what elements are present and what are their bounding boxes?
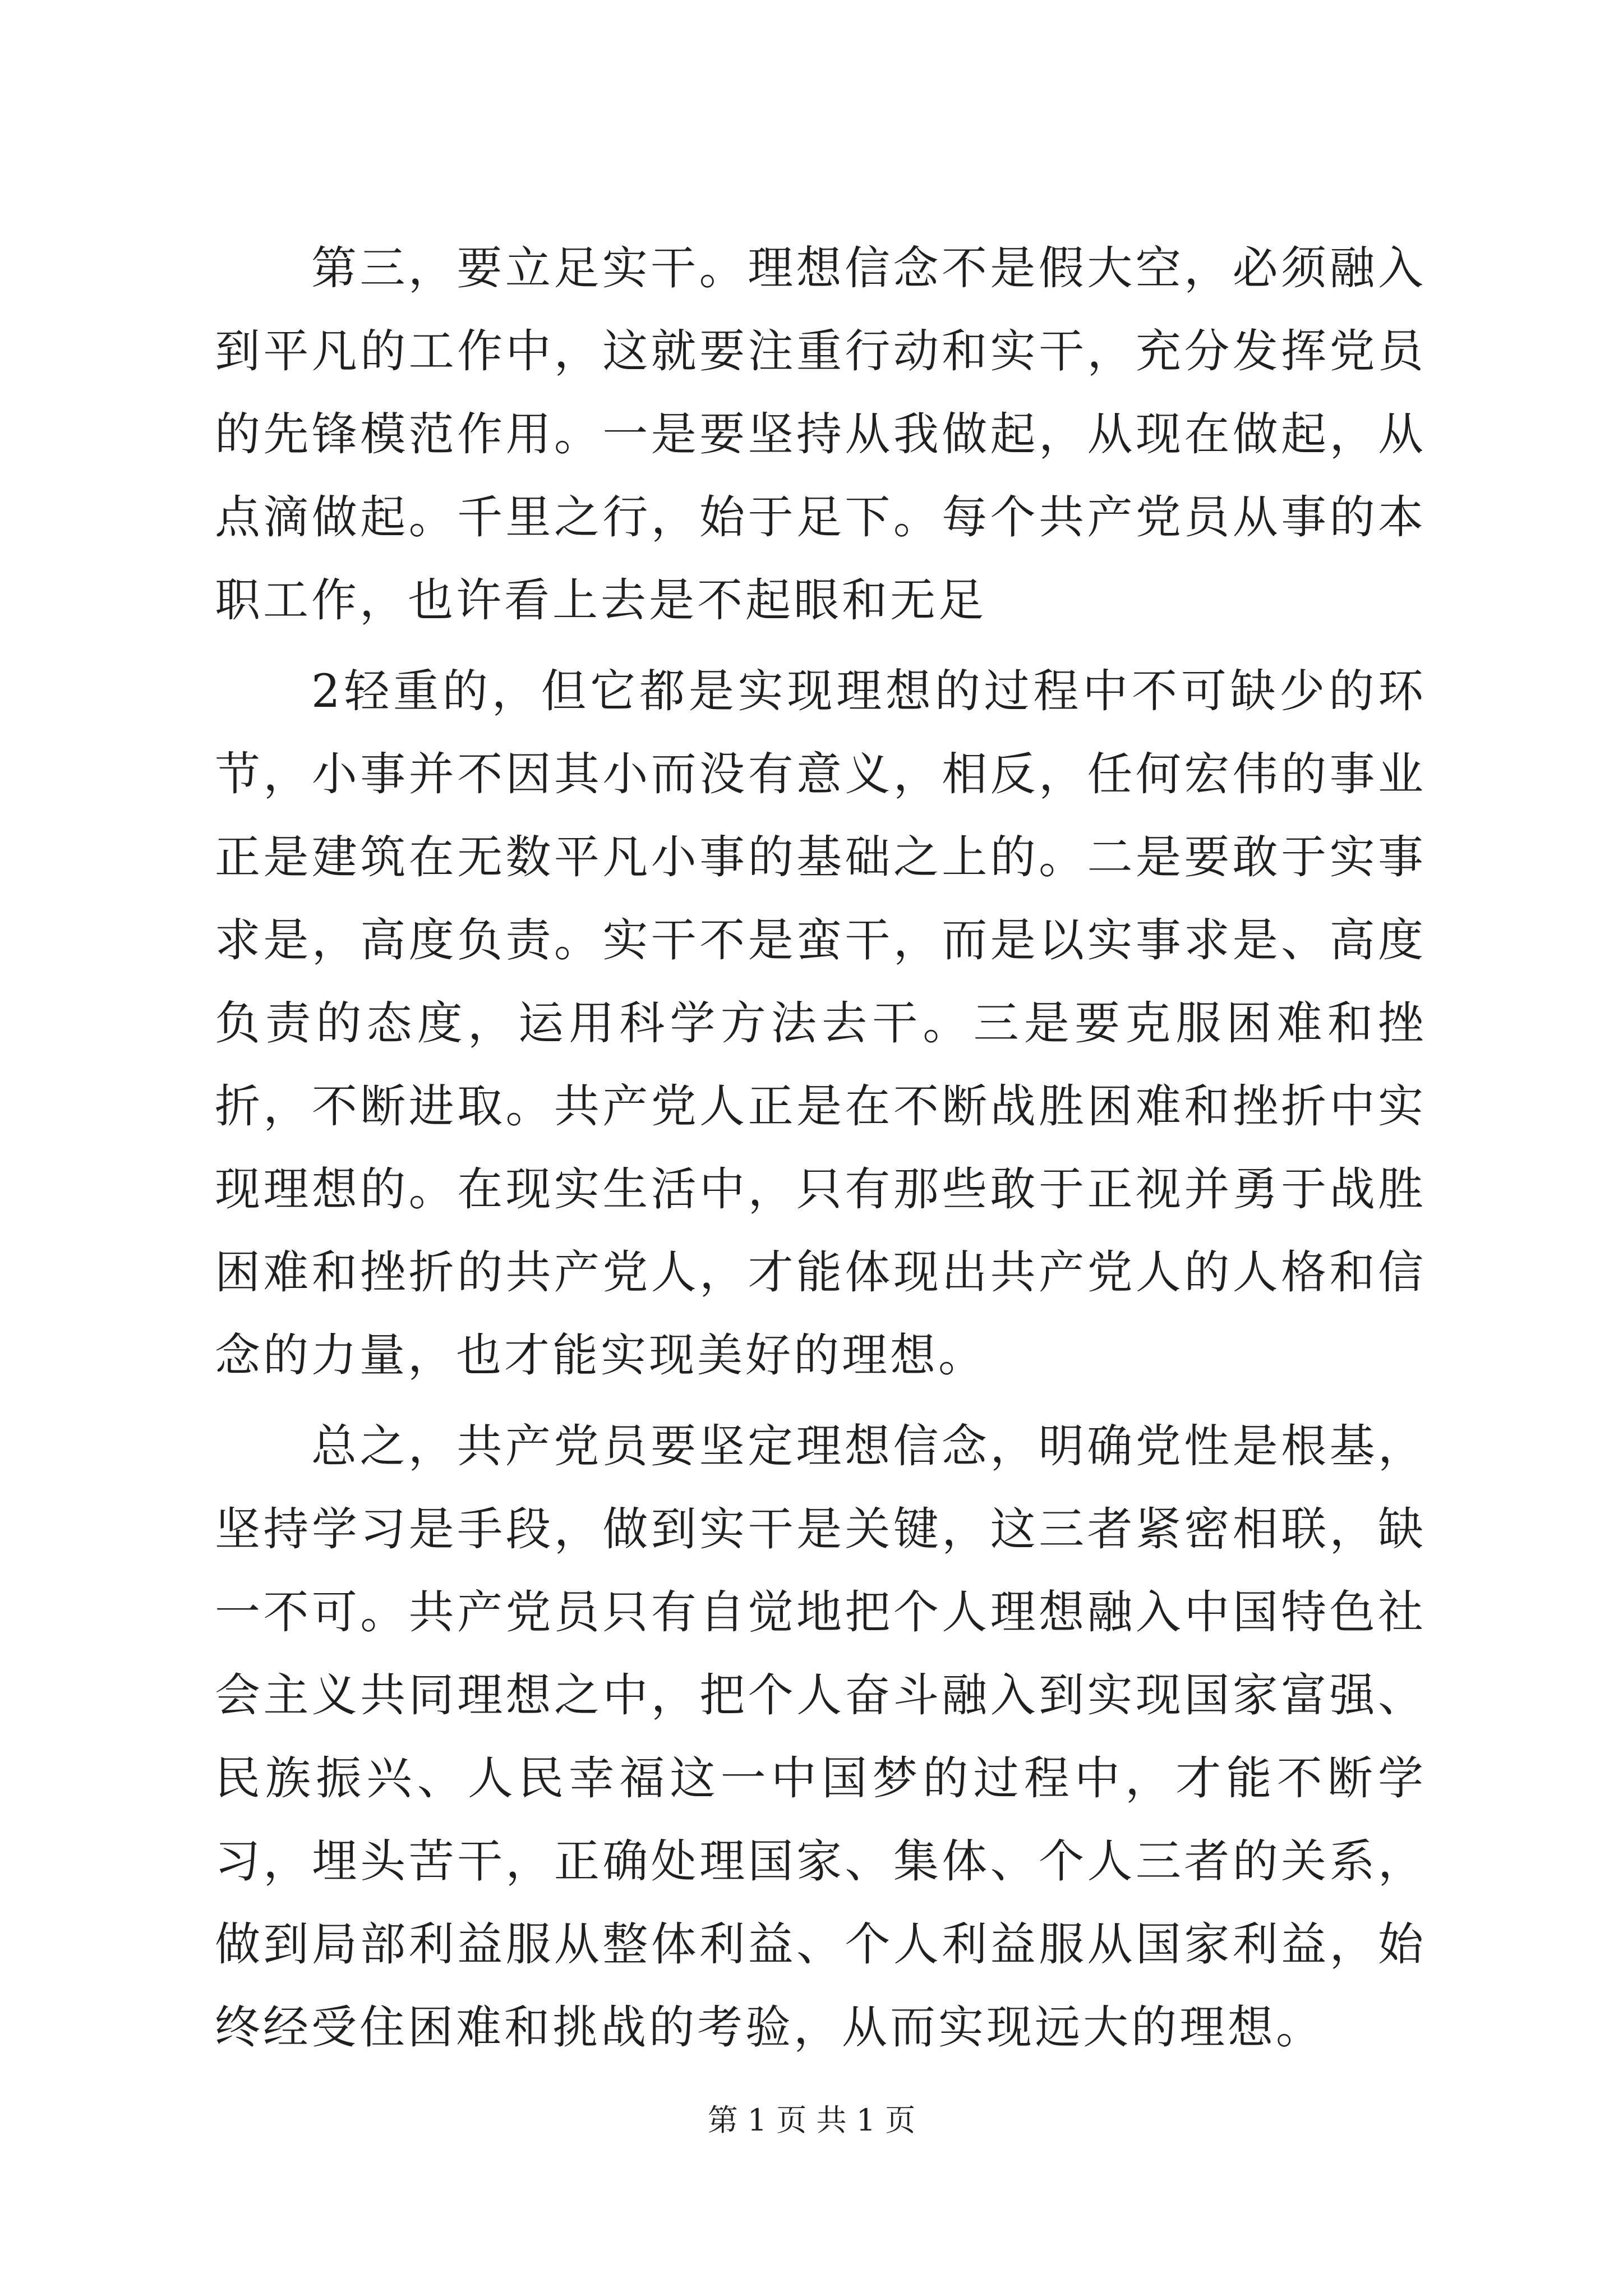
document-body [215, 227, 1426, 2077]
page-footer: 第 1 页 共 1 页 [707, 2102, 916, 2138]
paragraph-2: 2轻重的，但它都是实现理想的过程中不可缺少的环节，小事并不因其小而没有意义，相反，任何宏伟的事业正是建筑在无数平凡小事的基础之上的。二是要敢于实事求是，高度负责。实干不是蛮干，而是以实事求是、高度负责的态度，运用科学方法去干。三是要克服困难和挫折，不断进取。共产党人正是在不断战胜困难和挫折中实现理想的。在现实生活中，只有那些敢于正视并勇于战胜困难和挫折的共产党人，才能体现出共产党人的人格和信念的力量，也才能实现美好的理想。 [215, 665, 1426, 1382]
paragraph-1: 第三，要立足实干。理想信念不是假大空，必须融入到平凡的工作中，这就要注重行动和实干，充分发挥党员的先锋模范作用。一是要坚持从我做起，从现在做起，从点滴做起。千里之行，始于足下。每个共产党员从事的本职工作，也许看上去是不起眼和无足 [215, 242, 1426, 627]
paragraph-3: 总之，共产党员要坚定理想信念，明确党性是根基，坚持学习是手段，做到实干是关键，这三者紧密相联，缺一不可。共产党员只有自觉地把个人理想融入中国特色社会主义共同理想之中，把个人奋斗融入到实现国家富强、民族振兴、人民幸福这一中国梦的过程中，才能不断学习，埋头苦干，正确处理国家、集体、个人三者的关系，做到局部利益服从整体利益、个人利益服从国家利益，始终经受住困难和挑战的考验，从而实现远大的理想。 [215, 1420, 1426, 2054]
